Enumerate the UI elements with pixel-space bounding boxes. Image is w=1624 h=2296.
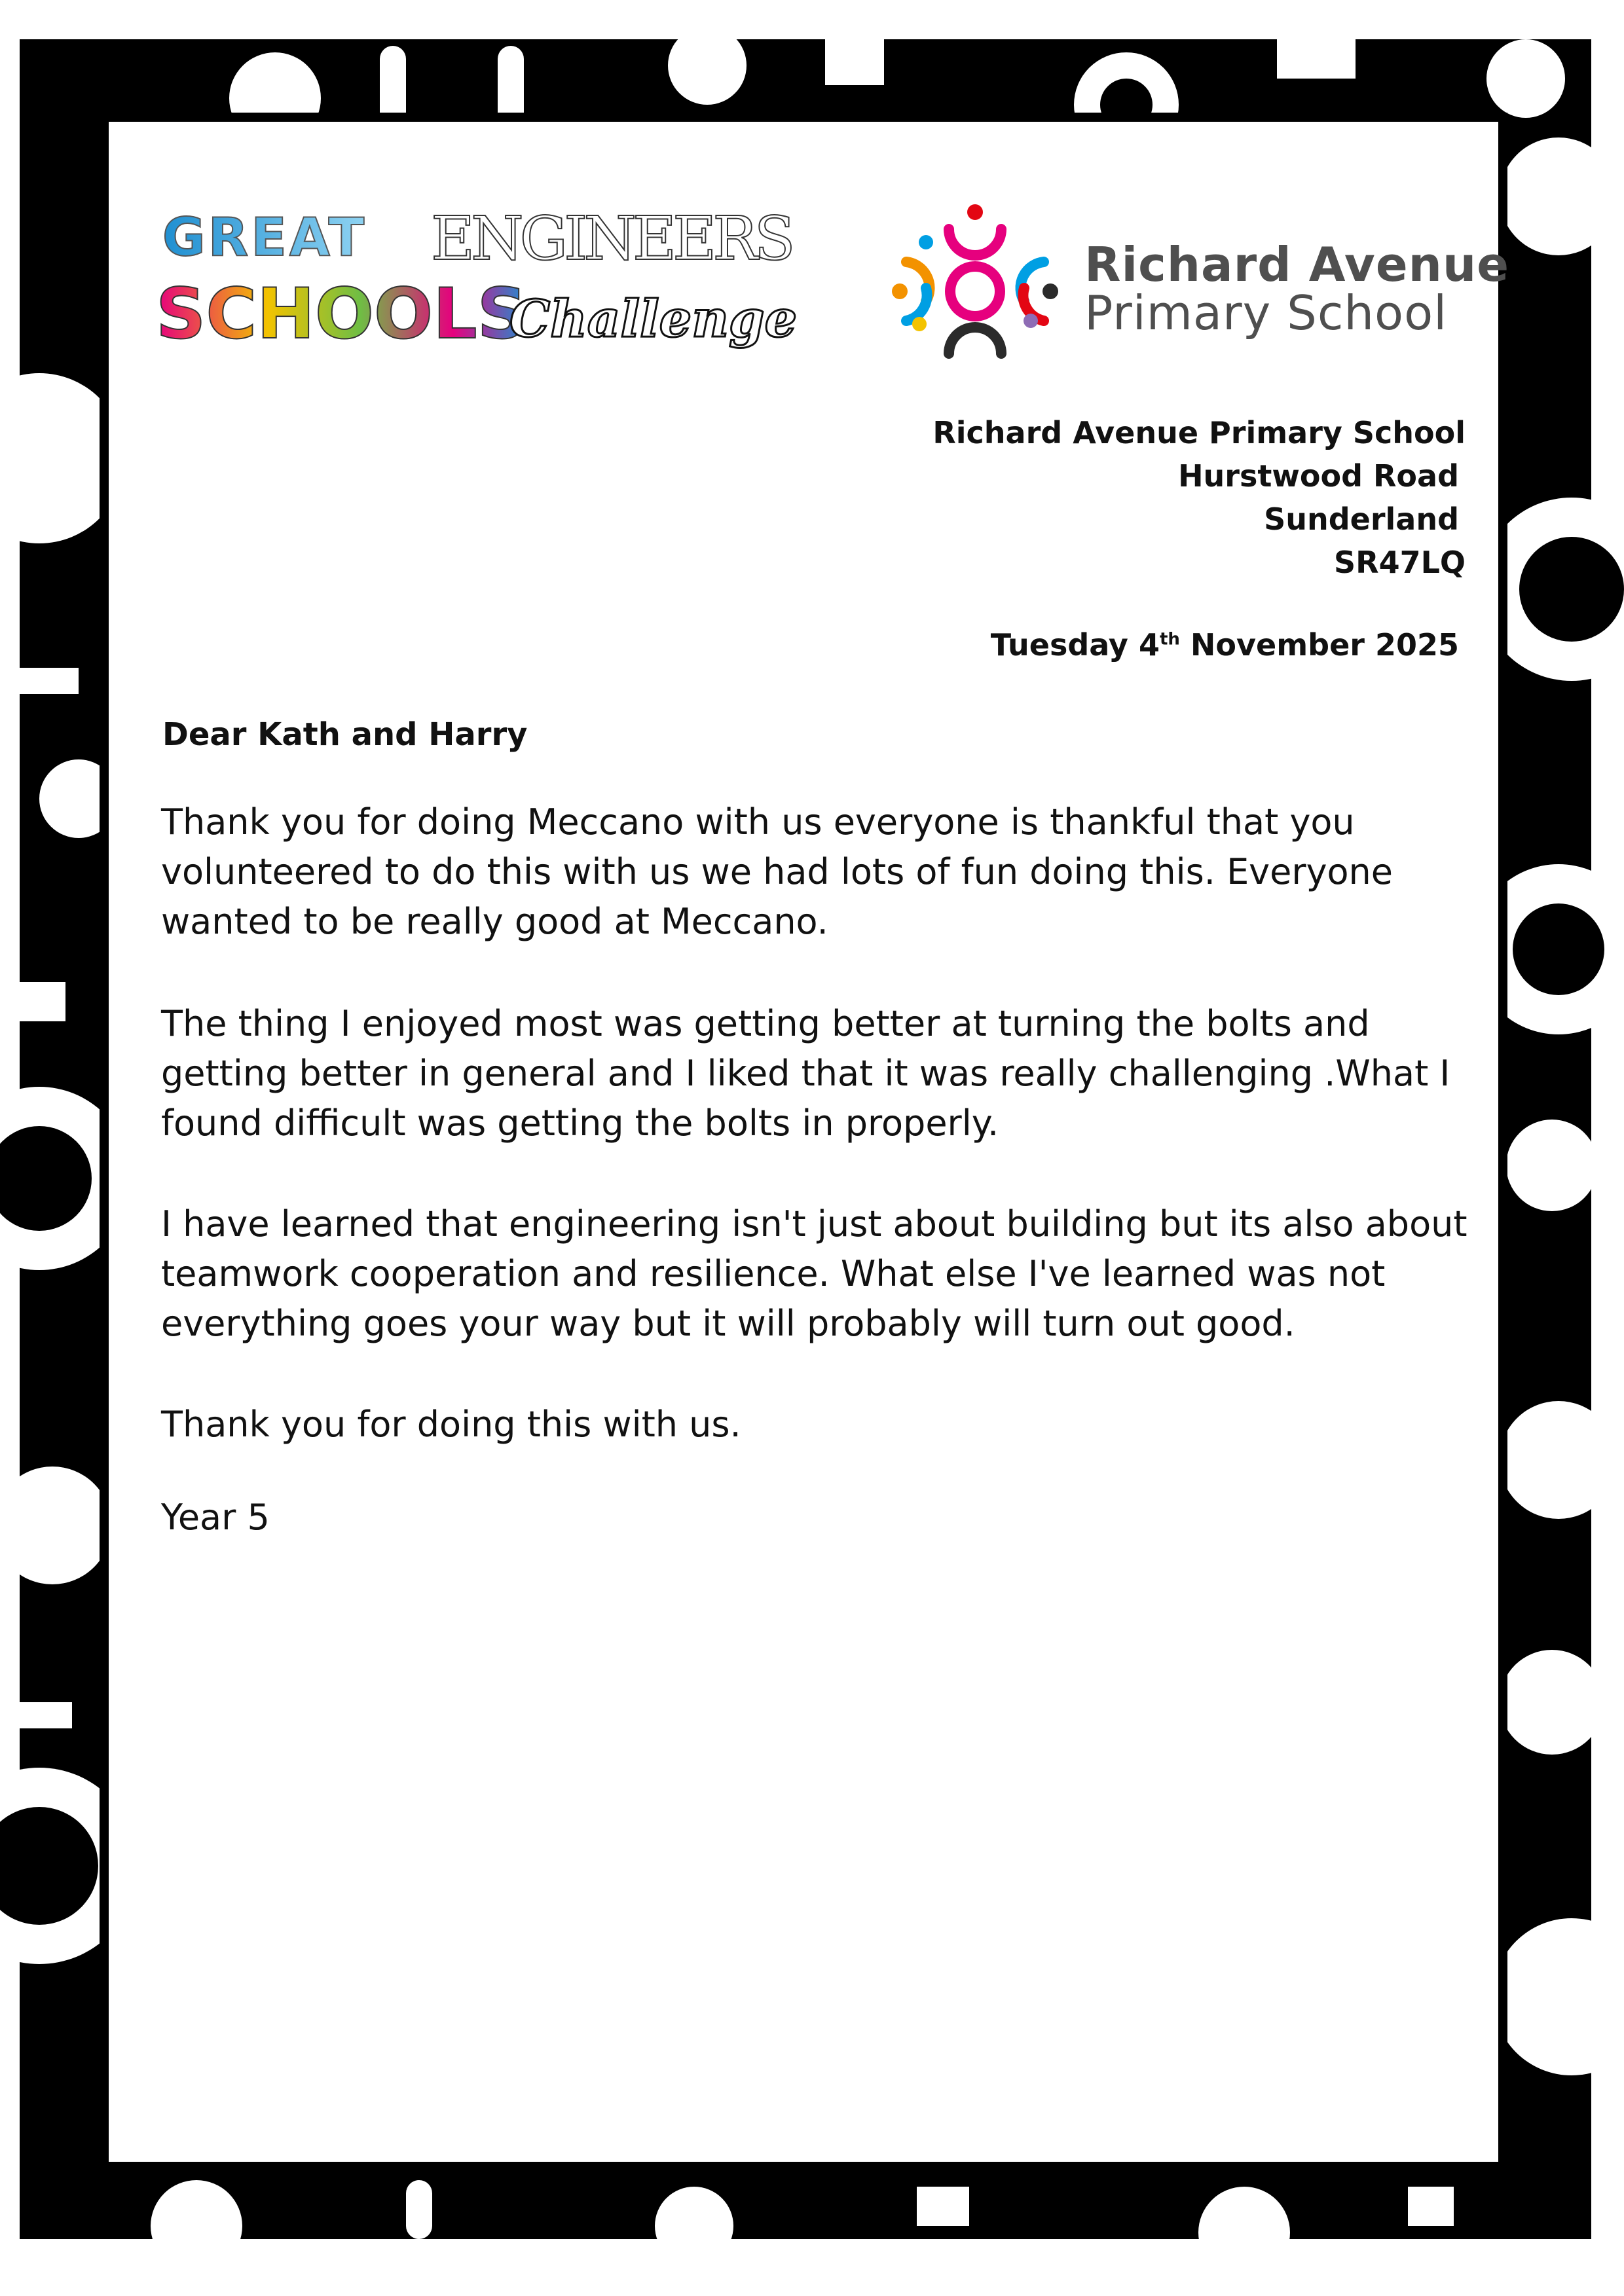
letter-sheet (100, 113, 1510, 2171)
address-line4: SR47LQ (1334, 545, 1466, 580)
body-paragraph-1: Thank you for doing Meccano with us everyone is thankful that you volunteered to do this with us we had lots of fun doing this. Everyone wanted to be really good at Meccano. (161, 801, 1393, 942)
address-line1: Richard Avenue Primary School (932, 415, 1466, 450)
school-name-line1: Richard Avenue (1084, 237, 1510, 292)
gear-icon (1500, 137, 1617, 255)
letter-date (991, 627, 1459, 663)
gear-icon (151, 2180, 242, 2272)
gear-icon (668, 26, 747, 105)
gear-icon (1506, 1120, 1598, 1211)
gear-icon (1198, 2187, 1290, 2278)
gear-icon (655, 2187, 733, 2265)
great-engineers-schools-challenge-logo (156, 199, 837, 369)
logo-word-schools: SCHOOLS (156, 274, 527, 354)
logo-word-challenge: Challenge (509, 289, 798, 349)
body-paragraph-3: I have learned that engineering isn't just about building but its also about teamwork cooperation and resilience. What else I've learned was not everything goes your way but it will probably will turn out good. (161, 1203, 1467, 1344)
gear-icon (1500, 1650, 1604, 1755)
date-day: 4 (1138, 627, 1160, 663)
school-logo-icon (887, 203, 1063, 380)
body-paragraph-4: Thank you for doing this with us. (161, 1404, 741, 1445)
gear-icon (1486, 39, 1565, 118)
date-ordinal: th (1159, 629, 1180, 649)
salutation: Dear Kath and Harry (162, 716, 528, 753)
school-name-line2: Primary School (1084, 285, 1448, 340)
gear-icon (1500, 1401, 1617, 1519)
logo-word-great: GREAT (162, 207, 367, 268)
body-paragraph-2: The thing I enjoyed most was getting better at turning the bolts and getting better in general and I liked that it was really challenging .What I found difficult was getting the bolts in properly. (161, 1003, 1450, 1144)
address-line2: Hurstwood Road (1178, 458, 1459, 494)
logo-word-engineers: ENGINEERS (431, 204, 792, 274)
date-weekday: Tuesday (990, 627, 1128, 663)
address-line3: Sunderland (1264, 501, 1459, 537)
signoff: Year 5 (161, 1497, 270, 1538)
date-month-year: November 2025 (1190, 627, 1459, 663)
